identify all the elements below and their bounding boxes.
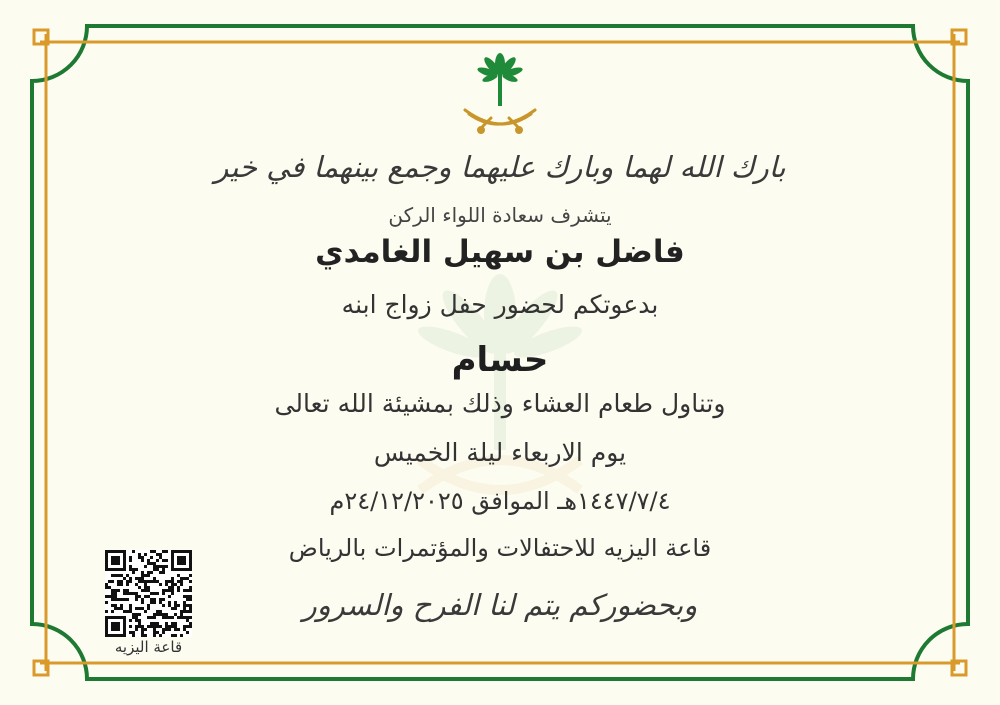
invitation-text bbox=[150, 0, 850, 705]
closing-calligraphy: وبحضوركم يتم لنا الفرح والسرور bbox=[302, 588, 698, 622]
qr-label: قاعة اليزيه bbox=[114, 638, 183, 656]
qr-code-icon[interactable] bbox=[105, 550, 192, 637]
honors-line: يتشرف سعادة اللواء الركن bbox=[388, 203, 612, 227]
meal-line: وتناول طعام العشاء وذلك بمشيئة الله تعالى bbox=[274, 389, 726, 418]
host-name: فاضل بن سهيل الغامدي bbox=[315, 234, 685, 270]
invite-line: بدعوتكم لحضور حفل زواج ابنه bbox=[341, 290, 659, 319]
day-line: يوم الاربعاء ليلة الخميس bbox=[373, 438, 627, 467]
groom-name: حسام bbox=[451, 340, 549, 380]
date-line: ١٤٤٧/٧/٤هـ الموافق ٢٤/١٢/٢٠٢٥م bbox=[329, 487, 671, 515]
blessing-calligraphy: بارك الله لهما وبارك عليهما وجمع بينهما في خير bbox=[214, 150, 786, 184]
venue-line: قاعة اليزيه للاحتفالات والمؤتمرات بالرياض bbox=[288, 534, 712, 562]
